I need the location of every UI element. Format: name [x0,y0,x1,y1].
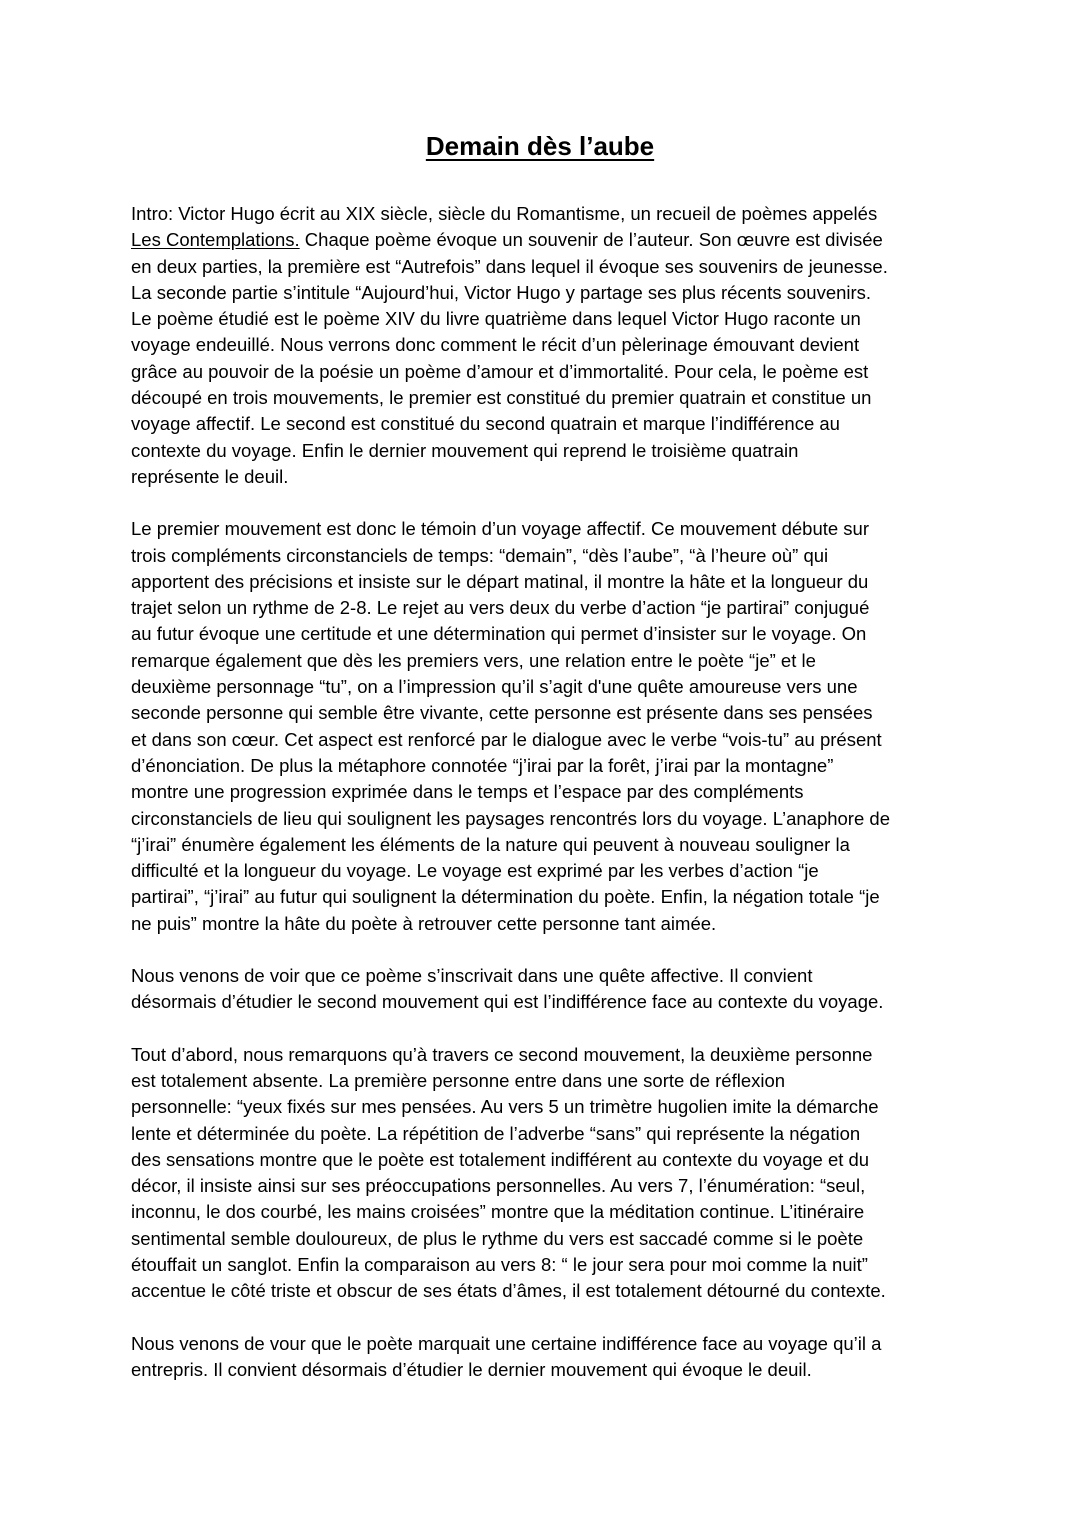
paragraph [131,1042,961,1305]
text-line: La seconde partie s’intitule “Aujourd’hui, Victor Hugo y partage ses plus récents souvenirs. [131,281,872,303]
text-line: d’énonciation. De plus la métaphore connotée “j’irai par la forêt, j’irai par la montagne” [131,754,834,776]
text-line: des sensations montre que le poète est totalement indifférent au contexte du voyage et du [131,1148,870,1170]
text-line: Le poème étudié est le poème XIV du livre quatrième dans lequel Victor Hugo raconte un [131,308,861,330]
text-line: désormais d’étudier le second mouvement qui est l’indifférence face au contexte du voyage. [131,991,884,1013]
paragraph [131,963,961,1016]
text-line: apportent des précisions et insiste sur le départ matinal, il montre la hâte et la longueur du [131,570,869,592]
text-line: inconnu, le dos courbé, les mains croisées” montre que la méditation continue. L’itinéraire [131,1201,865,1223]
text-line: “j’irai” énumère également les éléments de la nature qui peuvent à nouveau souligner la [131,833,850,855]
text-line: personnelle: “yeux fixés sur mes pensées. Au vers 5 un trimètre hugolien imite la démarche [131,1096,879,1118]
text-line: seconde personne qui semble être vivante, cette personne est présente dans ses pensées [131,702,873,724]
text-line: Tout d’abord, nous remarquons qu’à travers ce second mouvement, la deuxième personne [131,1043,873,1065]
text-line [131,227,961,253]
text-line: trajet selon un rythme de 2-8. Le rejet au vers deux du verbe d’action “je partirai” conjugué [131,597,870,619]
text-line-rest: Chaque poème évoque un souvenir de l’auteur. Son œuvre est divisée [299,229,883,251]
text-line: difficulté et la longueur du voyage. Le voyage est exprimé par les verbes d’action “je [131,860,819,882]
text-line: et dans son cœur. Cet aspect est renforcé par le dialogue avec le verbe “vois-tu” au présent [131,728,882,750]
text-line: entrepris. Il convient désormais d’étudier le dernier mouvement qui évoque le deuil. [131,1358,812,1380]
document-title: Demain dès l’aube [425,131,655,161]
text-line: contexte du voyage. Enfin le dernier mouvement qui reprend le troisième quatrain [131,439,799,461]
paragraph [131,201,961,490]
text-line: Intro: Victor Hugo écrit au XIX siècle, siècle du Romantisme, un recueil de poèmes appelés [131,203,878,224]
text-line: voyage affectif. Le second est constitué du second quatrain et marque l’indifférence au [131,413,840,435]
text-line: accentue le côté triste et obscur de ses états d’âmes, il est totalement détourné du contexte. [131,1280,886,1302]
text-line: en deux parties, la première est “Autrefois” dans lequel il évoque ses souvenirs de jeunesse. [131,255,888,277]
paragraph [131,516,961,937]
text-line: circonstanciels de lieu qui soulignent les paysages rencontrés lors du voyage. L’anaphore de [131,807,890,829]
text-line: lente et déterminée du poète. La répétition de l’adverbe “sans” qui représente la négation [131,1122,861,1144]
document-body [131,201,961,1409]
text-line: Nous venons de voir que ce poème s’inscrivait dans une quête affective. Il convient [131,965,813,987]
text-line: montre une progression exprimée dans le temps et l’espace par des compléments [131,781,804,803]
book-title-underlined: Les Contemplations. [131,229,300,251]
text-line: découpé en trois mouvements, le premier est constitué du premier quatrain et constitue un [131,387,872,409]
text-line: au futur évoque une certitude et une détermination qui permet d’insister sur le voyage. On [131,623,867,645]
paragraph [131,1331,961,1384]
text-line: deuxième personnage “tu”, on a l’impression qu’il s’agit d'une quête amoureuse vers une [131,676,858,698]
text-line: voyage endeuillé. Nous verrons donc comment le récit d’un pèlerinage émouvant devient [131,334,860,356]
text-line: est totalement absente. La première personne entre dans une sorte de réflexion [131,1069,786,1091]
text-line: sentimental semble douloureux, de plus le rythme du vers est saccadé comme si le poète [131,1227,864,1249]
text-line: Nous venons de vour que le poète marquait une certaine indifférence face au voyage qu’il a [131,1332,882,1354]
text-line: remarque également que dès les premiers vers, une relation entre le poète “je” et le [131,649,816,671]
text-line: étouffait un sanglot. Enfin la comparaison au vers 8: “ le jour sera pour moi comme la nuit” [131,1253,868,1275]
text-line: grâce au pouvoir de la poésie un poème d’amour et d’immortalité. Pour cela, le poème est [131,360,869,382]
text-line: partirai”, “j’irai” au futur qui soulignent la détermination du poète. Enfin, la négation totale “je [131,886,880,908]
text-line: ne puis” montre la hâte du poète à retrouver cette personne tant aimée. [131,912,717,934]
text-line: trois compléments circonstanciels de temps: “demain”, “dès l’aube”, “à l’heure où” qui [131,544,829,566]
text-line: représente le deuil. [131,465,289,487]
text-line: décor, il insiste ainsi sur ses préoccupations personnelles. Au vers 7, l’énumération: “seul, [131,1175,866,1197]
text-line: Le premier mouvement est donc le témoin d’un voyage affectif. Ce mouvement débute sur [131,518,870,540]
